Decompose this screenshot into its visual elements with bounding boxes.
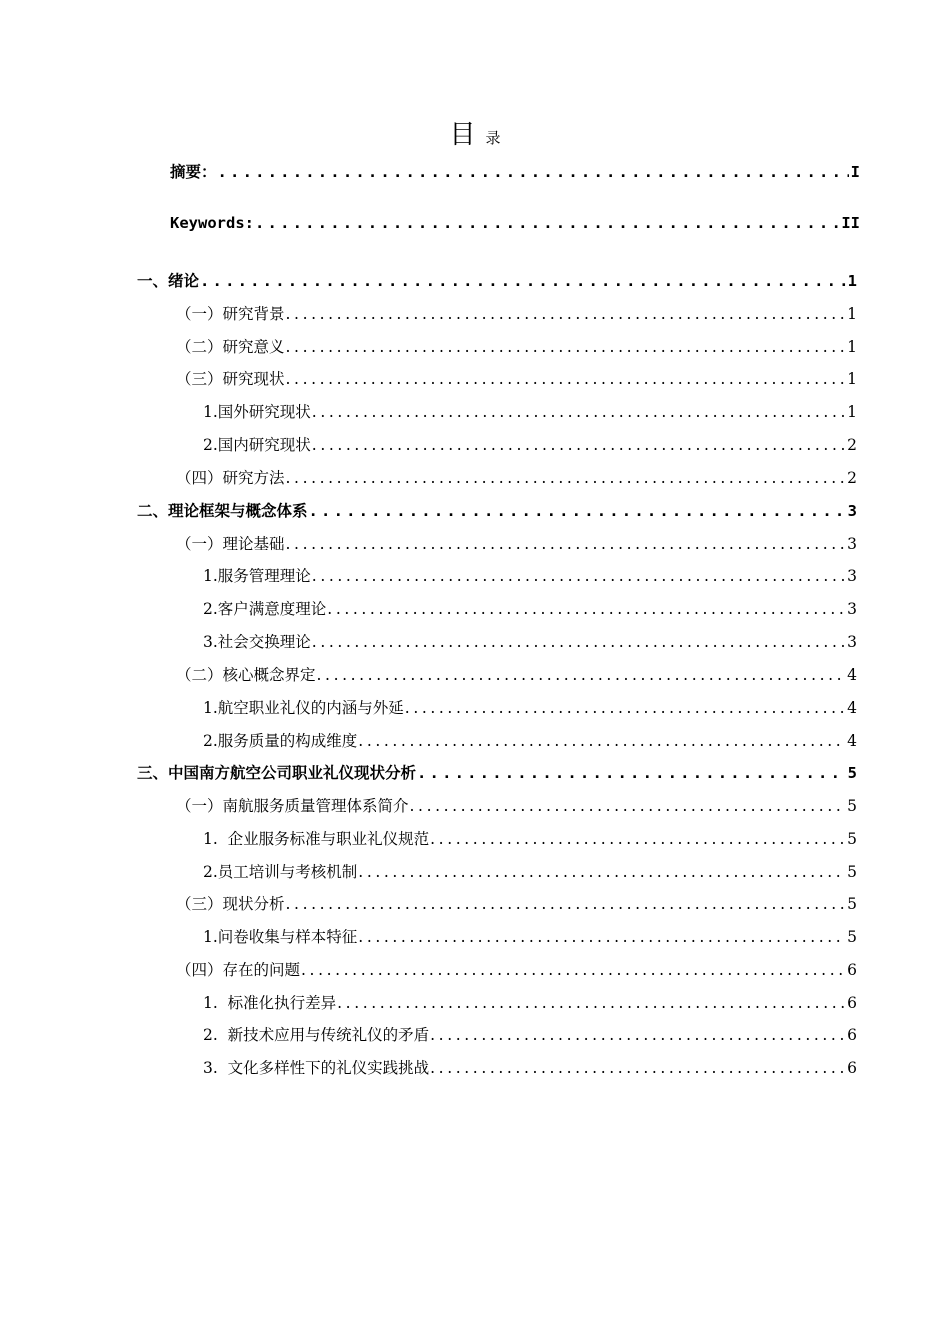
toc-label: （一）研究背景 [176,305,285,323]
toc-entry-2-1-1[interactable] [203,564,857,586]
toc-leader [285,895,846,913]
toc-page: 2 [847,436,857,454]
toc-page: 3 [847,567,857,585]
toc-label: 1. 标准化执行差异 [203,994,337,1012]
toc-entry-section-3[interactable] [137,761,857,783]
toc-entry-3-4-3[interactable] [203,1056,857,1078]
toc-leader [199,272,846,290]
toc-page: 1 [847,403,857,421]
toc-label: 1.国外研究现状 [203,403,311,421]
toc-entry-3-1-2[interactable] [203,860,857,882]
toc-page: 6 [847,1026,857,1044]
toc-label: 1.问卷收集与样本特征 [203,928,358,946]
toc-entry-3-4-1[interactable] [203,991,857,1013]
toc-leader [285,338,846,356]
toc-leader [404,699,845,717]
toc-leader [357,732,845,750]
toc-leader [311,403,845,421]
toc-page: 3 [847,600,857,618]
toc-label: 2.国内研究现状 [203,436,311,454]
title-char-2: 录 [485,129,501,147]
page-title [0,114,950,151]
toc-leader [285,535,846,553]
toc-leader [416,764,846,782]
toc-entry-1-4[interactable] [176,466,857,488]
toc-page: 5 [847,797,857,815]
toc-entry-section-1[interactable] [137,269,857,291]
toc-leader [311,567,845,585]
toc-page: 3 [847,502,857,520]
toc-leader [357,863,845,881]
toc-leader [285,305,846,323]
toc-page: 1 [847,272,857,290]
toc-leader [285,370,846,388]
toc-label: （四）存在的问题 [176,961,301,979]
toc-entry-2-1-2[interactable] [203,597,857,619]
toc-page: 4 [847,699,857,717]
toc-page: 1 [847,370,857,388]
toc-label: （二）研究意义 [176,338,285,356]
toc-label: 2.员工培训与考核机制 [203,863,358,881]
toc-leader [409,797,846,815]
toc-entry-section-2[interactable] [137,499,857,521]
toc-label: 一、绪论 [137,272,200,290]
toc-page: 5 [847,764,857,782]
toc-entry-1-1[interactable] [176,302,857,324]
toc-label: 1. 企业服务标准与职业礼仪规范 [203,830,430,848]
toc-entry-2-2[interactable] [176,663,857,685]
toc-page: 3 [847,535,857,553]
toc-label: 3.社会交换理论 [203,633,311,651]
toc-label: 2.服务质量的构成维度 [203,732,358,750]
toc-entry-1-2[interactable] [176,335,857,357]
title-char-1: 目 [449,120,476,150]
toc-entry-3-3[interactable] [176,892,857,914]
toc-leader [336,994,845,1012]
toc-entry-2-2-2[interactable] [203,729,857,751]
toc-page: II [841,214,860,232]
toc-label: （二）核心概念界定 [176,666,316,684]
toc-label: （三）研究现状 [176,370,285,388]
toc-leader [357,928,845,946]
toc-entry-3-1-1[interactable] [203,827,857,849]
toc-label: 摘要： [170,163,217,181]
toc-page: 6 [847,961,857,979]
toc-label: （一）理论基础 [176,535,285,553]
toc-leader [316,666,846,684]
toc-leader [311,633,845,651]
toc-page: 5 [847,830,857,848]
toc-label: 二、理论框架与概念体系 [137,502,308,520]
toc-entry-3-4-2[interactable] [203,1023,857,1045]
toc-entry-1-3-1[interactable] [203,400,857,422]
toc-leader [429,1026,845,1044]
toc-page: 5 [847,863,857,881]
toc-page: 2 [847,469,857,487]
toc-label: （三）现状分析 [176,895,285,913]
toc-leader [300,961,845,979]
toc-label: Keywords: [170,214,254,232]
toc-label: （一）南航服务质量管理体系简介 [176,797,409,815]
toc-label: （四）研究方法 [176,469,285,487]
toc-leader [217,163,849,181]
toc-page: 6 [847,1059,857,1077]
toc-page: I [850,163,860,181]
toc-entry-1-3-2[interactable] [203,433,857,455]
toc-entry-2-2-1[interactable] [203,696,857,718]
toc-page: 1 [847,305,857,323]
toc-leader [311,436,845,454]
toc-label: 1.服务管理理论 [203,567,311,585]
toc-entry-abstract[interactable] [170,160,860,182]
toc-label: 三、中国南方航空公司职业礼仪现状分析 [137,764,417,782]
toc-entry-1-3[interactable] [176,367,857,389]
toc-label: 1.航空职业礼仪的内涵与外延 [203,699,404,717]
toc-entry-keywords[interactable] [170,214,860,236]
toc-leader [285,469,846,487]
toc-leader [308,502,846,520]
toc-leader [254,214,839,232]
toc-leader [429,830,845,848]
toc-page: 5 [847,928,857,946]
toc-leader [326,600,845,618]
toc-entry-2-1-3[interactable] [203,630,857,652]
toc-label: 3. 文化多样性下的礼仪实践挑战 [203,1059,430,1077]
toc-page: 5 [847,895,857,913]
toc-leader [429,1059,845,1077]
toc-entry-2-1[interactable] [176,532,857,554]
toc-entry-3-4[interactable] [176,958,857,980]
toc-entry-3-3-1[interactable] [203,925,857,947]
toc-page: 4 [847,732,857,750]
toc-page: 4 [847,666,857,684]
toc-page: 1 [847,338,857,356]
toc-entry-3-1[interactable] [176,794,857,816]
toc-page: 6 [847,994,857,1012]
toc-page: 3 [847,633,857,651]
toc-label: 2. 新技术应用与传统礼仪的矛盾 [203,1026,430,1044]
toc-label: 2.客户满意度理论 [203,600,327,618]
